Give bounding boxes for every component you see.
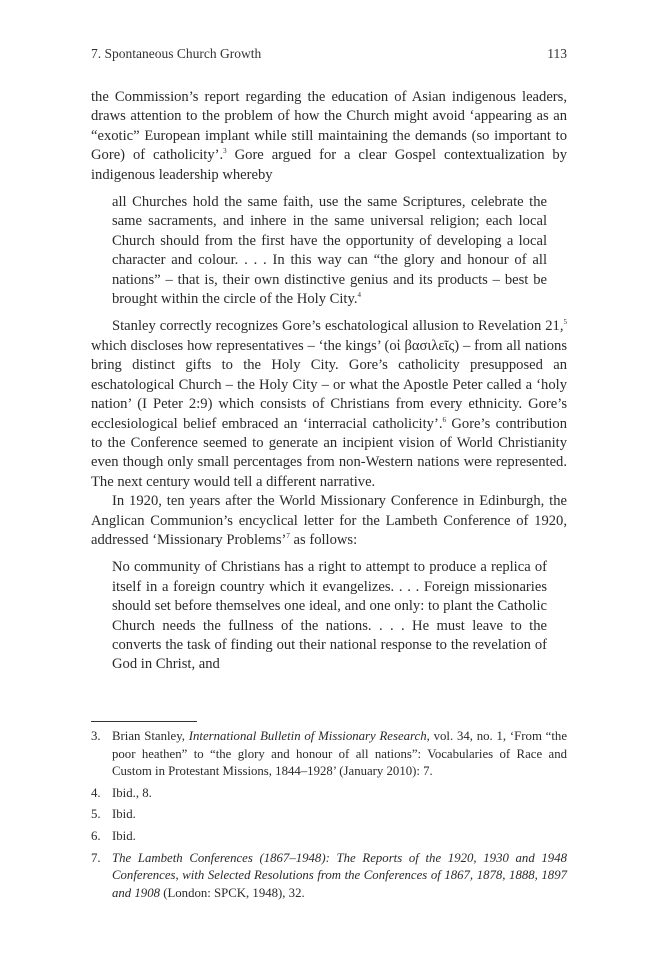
footnote-ref-4: 4 (357, 291, 361, 300)
footnote-text: Ibid. (112, 828, 136, 843)
footnote-7 (91, 850, 567, 903)
paragraph-1 (91, 88, 567, 185)
paragraph-2-text-a: Stanley correctly recognizes Gore’s eschatological allusion to Revelation 21, (112, 318, 564, 335)
block-quote-1 (112, 193, 547, 309)
paragraph-1-text: the Commission’s report regarding the education of Asian indigenous leaders, draws attention to the problem of how the Church might avoid ‘appearing as an “exotic” European implant while still maintaining the demands (so important to Gore) of catholicity’. (91, 89, 567, 164)
footnote-ref-3: 3 (223, 147, 227, 156)
footnote-4 (91, 785, 567, 803)
footnote-ref-5: 5 (563, 318, 567, 327)
paragraph-1-text-cont: Gore argued for a clear Gospel contextualization by indigenous leadership whereby (91, 147, 568, 183)
footnote-number: 7. (91, 850, 101, 865)
footnote-ref-6: 6 (442, 415, 446, 424)
paragraph-2-text-c: Gore’s contribution to the Conference seemed to generate an incipient vision of World Christianity even though only small percentages from non-Western nations were represented. The next century would tell a different narrative. (91, 415, 567, 490)
footnote-book-title: The Lambeth Conferences (1867–1948): The Reports of the 1920, 1930 and 1948 Conferences, with Selected Resolutions from the Conferences of 1867, 1878, 1888, 1897 and 1908 (112, 850, 567, 900)
footnote-number: 4. (91, 785, 101, 800)
block-quote-2 (112, 558, 547, 674)
footnote-number: 5. (91, 807, 101, 822)
chapter-title: 7. Spontaneous Church Growth (91, 46, 262, 61)
block-quote-2-text: No community of Christians has a right to attempt to produce a replica of itself in a foreign country which it evangelizes. . . . Foreign missionaries should set before themselves one ideal, and one only: to plant the Catholic Church needs the fullness of the nations. . . . He must leave to the converts the task of finding out their national response to the revelation of God in Christ, and (112, 559, 547, 673)
footnote-ref-7: 7 (286, 532, 290, 541)
block-quote-1-text: all Churches hold the same faith, use the same Scriptures, celebrate the same sacraments, and inhere in the same universal religion; each local Church should from the first have the opportunity of developing a local character and colour. . . . In this way can “the glory and honour of all nations” – that is, their own distinctive genius and its products – best be brought within the circle of the Holy City. (112, 194, 547, 308)
footnote-6 (91, 828, 567, 846)
footnote-text: (London: SPCK, 1948), 32. (160, 885, 305, 900)
footnote-text: Ibid. (112, 807, 136, 822)
body-text (91, 88, 567, 683)
paragraph-3 (91, 492, 567, 550)
footnote-journal-title: International Bulletin of Missionary Research (188, 729, 427, 743)
footnote-number: 6. (91, 828, 101, 843)
paragraph-2-text-b: which discloses how representatives – ‘the kings’ (οἱ βασιλεῖς) – from all nations bring distinct gifts to the Holy City. Gore’s catholicity presupposed an eschatological Church – the Holy City – or what the Apostle Peter called a ‘holy nation’ (I Peter 2:9) which consists of Christians from every ethnicity. Gore’s ecclesiological belief embraced an ‘interracial catholicity’. (91, 337, 567, 432)
paragraph-2 (91, 317, 567, 492)
footnote-number: 3. (91, 729, 101, 743)
page-number: 113 (547, 46, 567, 61)
footnote-5 (91, 806, 567, 824)
footnote-text: , vol. 34, no. 1, ‘From “the poor heathen” to “the glory and honour of all nations”: Vocabularies of Race and Custom in Protestant Missions, 1844–1928’ (January 2010): 7. (112, 729, 567, 779)
footnote-3 (91, 728, 567, 781)
footnote-text: Ibid., 8. (112, 785, 152, 800)
paragraph-3-text-b: as follows: (289, 531, 358, 548)
footnotes (91, 728, 567, 906)
running-header (91, 46, 567, 66)
footnote-text: Brian Stanley, (112, 729, 189, 743)
paragraph-3-text-a: In 1920, ten years after the World Missionary Conference in Edinburgh, the Anglican Communion’s encyclical letter for the Lambeth Conference of 1920, addressed ‘Missionary Problems’ (91, 493, 567, 548)
footnote-divider (91, 721, 197, 722)
